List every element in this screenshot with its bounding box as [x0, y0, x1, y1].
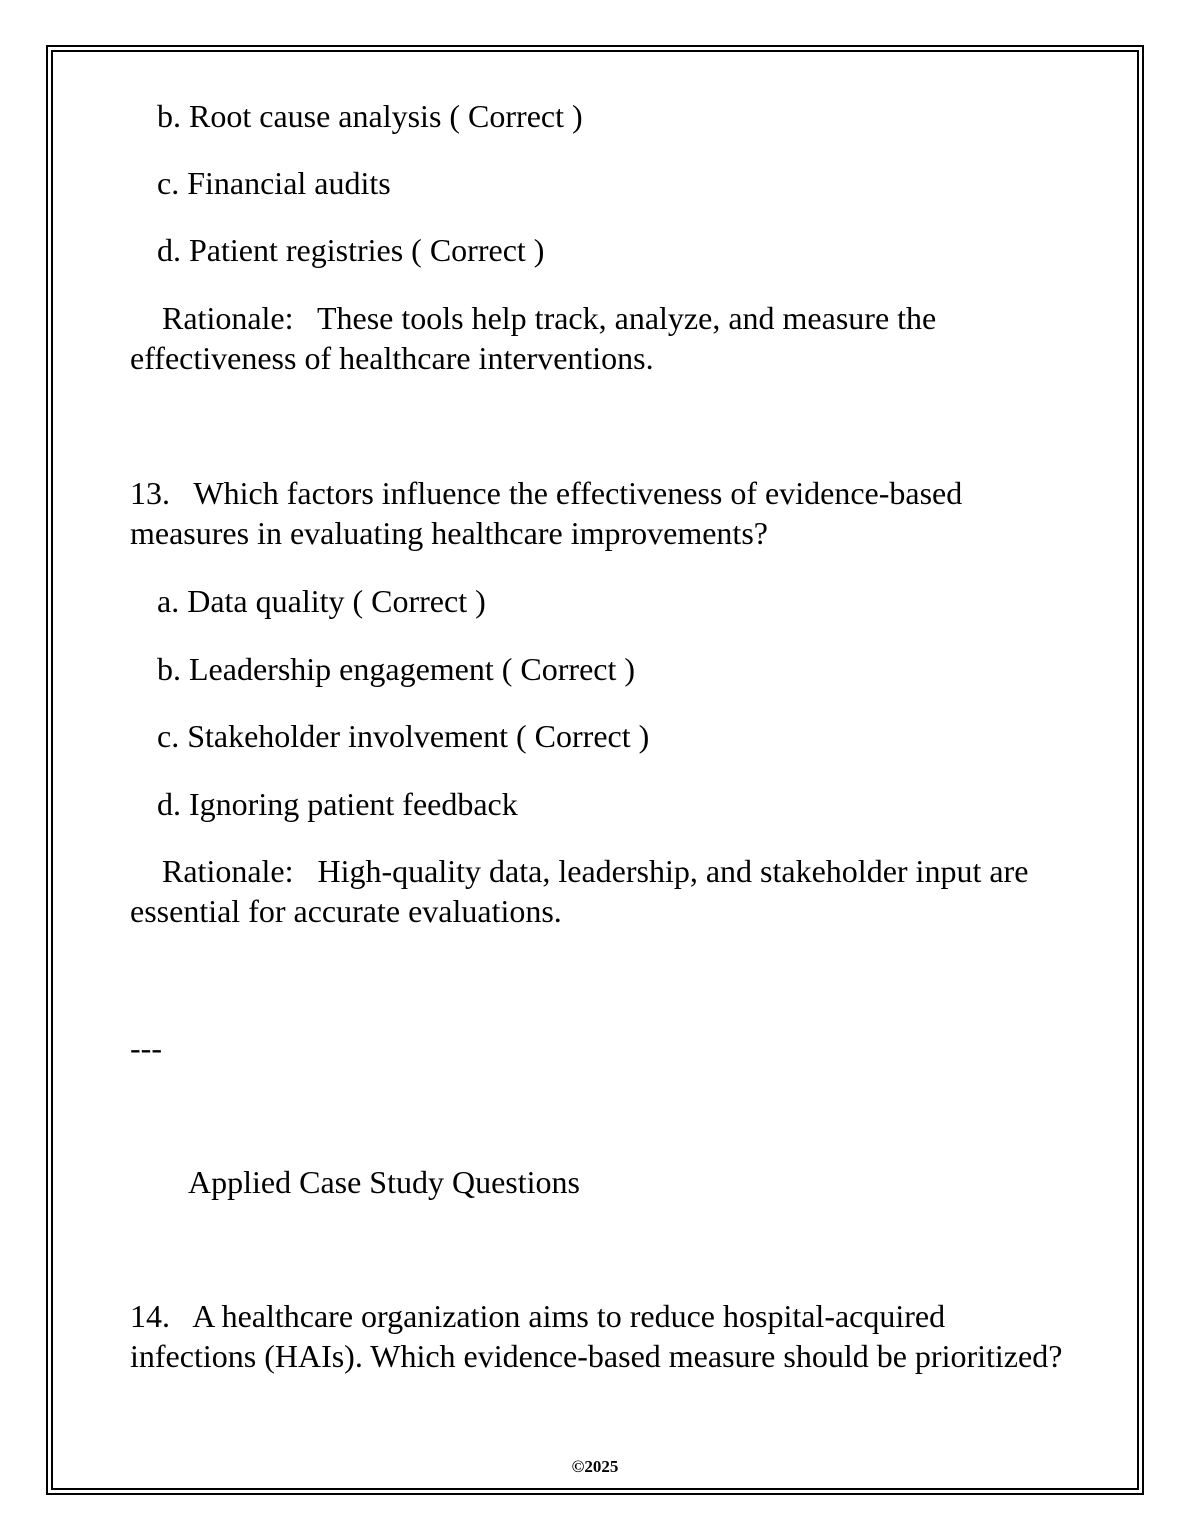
q13-option-d: d. Ignoring patient feedback — [157, 786, 518, 822]
copyright-footer: ©2025 — [571, 1457, 619, 1476]
q13-question: 13. Which factors influence the effectiveness of evidence-based measures in evaluating healthcare improvements? — [130, 475, 971, 551]
q12-option-c: c. Financial audits — [157, 165, 391, 201]
section-separator: --- — [130, 1030, 162, 1066]
q13-option-c: c. Stakeholder involvement ( Correct ) — [157, 718, 650, 754]
q14-question: 14. A healthcare organization aims to reduce hospital-acquired infections (HAIs). Which evidence-based measure should be prioritized? — [130, 1298, 1063, 1374]
q13-option-b: b. Leadership engagement ( Correct ) — [157, 651, 636, 687]
q12-option-b: b. Root cause analysis ( Correct ) — [157, 98, 583, 134]
q12-rationale: Rationale: These tools help track, analyze, and measure the effectiveness of healthcare interventions. — [130, 300, 945, 376]
section-heading: Applied Case Study Questions — [188, 1164, 580, 1200]
q13-option-a: a. Data quality ( Correct ) — [157, 583, 486, 619]
q13-rationale: Rationale: High-quality data, leadership, and stakeholder input are essential for accurate evaluations. — [130, 853, 1037, 929]
q12-option-d: d. Patient registries ( Correct ) — [157, 232, 545, 268]
